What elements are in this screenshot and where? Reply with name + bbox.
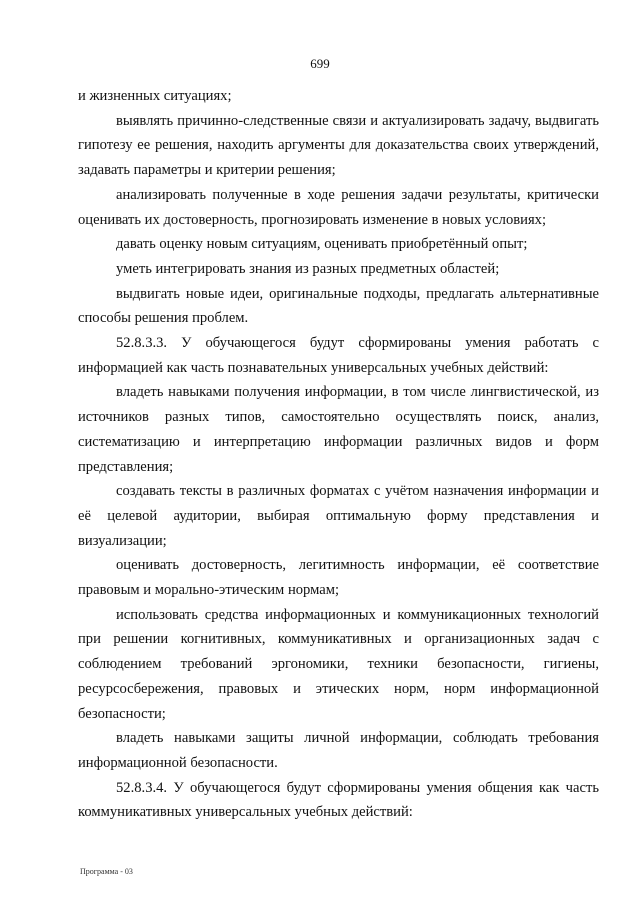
paragraph-9: создавать тексты в различных форматах с учётом назначения информации и её целевой аудитории, выбирая оптимальную форму представления и визуализации; <box>78 483 599 549</box>
section-52-8-3-3: 52.8.3.3. У обучающегося будут сформированы умения работать с информацией как часть познавательных универсальных учебных действий: <box>78 335 599 376</box>
paragraph-6: выдвигать новые идеи, оригинальные подходы, предлагать альтернативные способы решения проблем. <box>78 285 599 327</box>
section-52-8-3-4: 52.8.3.4. У обучающегося будут сформированы умения общения как часть коммуникативных универсальных учебных действий: <box>78 779 599 821</box>
paragraph-4: давать оценку новым ситуациям, оценивать приобретённый опыт; <box>116 236 528 253</box>
paragraph-3: анализировать полученные в ходе решения задачи результаты, критически оценивать их достоверность, прогнозировать изменение в новых условиях; <box>78 186 599 228</box>
page-number: 699 <box>310 56 330 71</box>
document-body <box>78 84 599 825</box>
paragraph-5: уметь интегрировать знания из разных предметных областей; <box>116 260 500 277</box>
footer-label: Программа - 03 <box>80 867 133 876</box>
paragraph-10: оценивать достоверность, легитимность информации, её соответствие правовым и морально-этическим нормам; <box>78 557 599 599</box>
paragraph-1: и жизненных ситуациях; <box>78 88 232 104</box>
paragraph-12: владеть навыками защиты личной информации, соблюдать требования информационной безопасности. <box>78 730 599 771</box>
paragraph-11: использовать средства информационных и коммуникационных технологий при решении когнитивных, коммуникативных и организационных задач с соблюдением требований эргономики, техники безопасности, гигиены, ресурсосбережения, правовых и этических норм, норм информационной безопасности; <box>78 606 599 722</box>
paragraph-8: владеть навыками получения информации, в том числе лингвистической, из источников разных типов, самостоятельно осуществлять поиск, анализ, систематизацию и интерпретацию информации различных видов и форм представления; <box>78 384 599 475</box>
paragraph-2: выявлять причинно-следственные связи и актуализировать задачу, выдвигать гипотезу ее решения, находить аргументы для доказательства своих утверждений, задавать параметры и критерии решения; <box>78 112 599 179</box>
